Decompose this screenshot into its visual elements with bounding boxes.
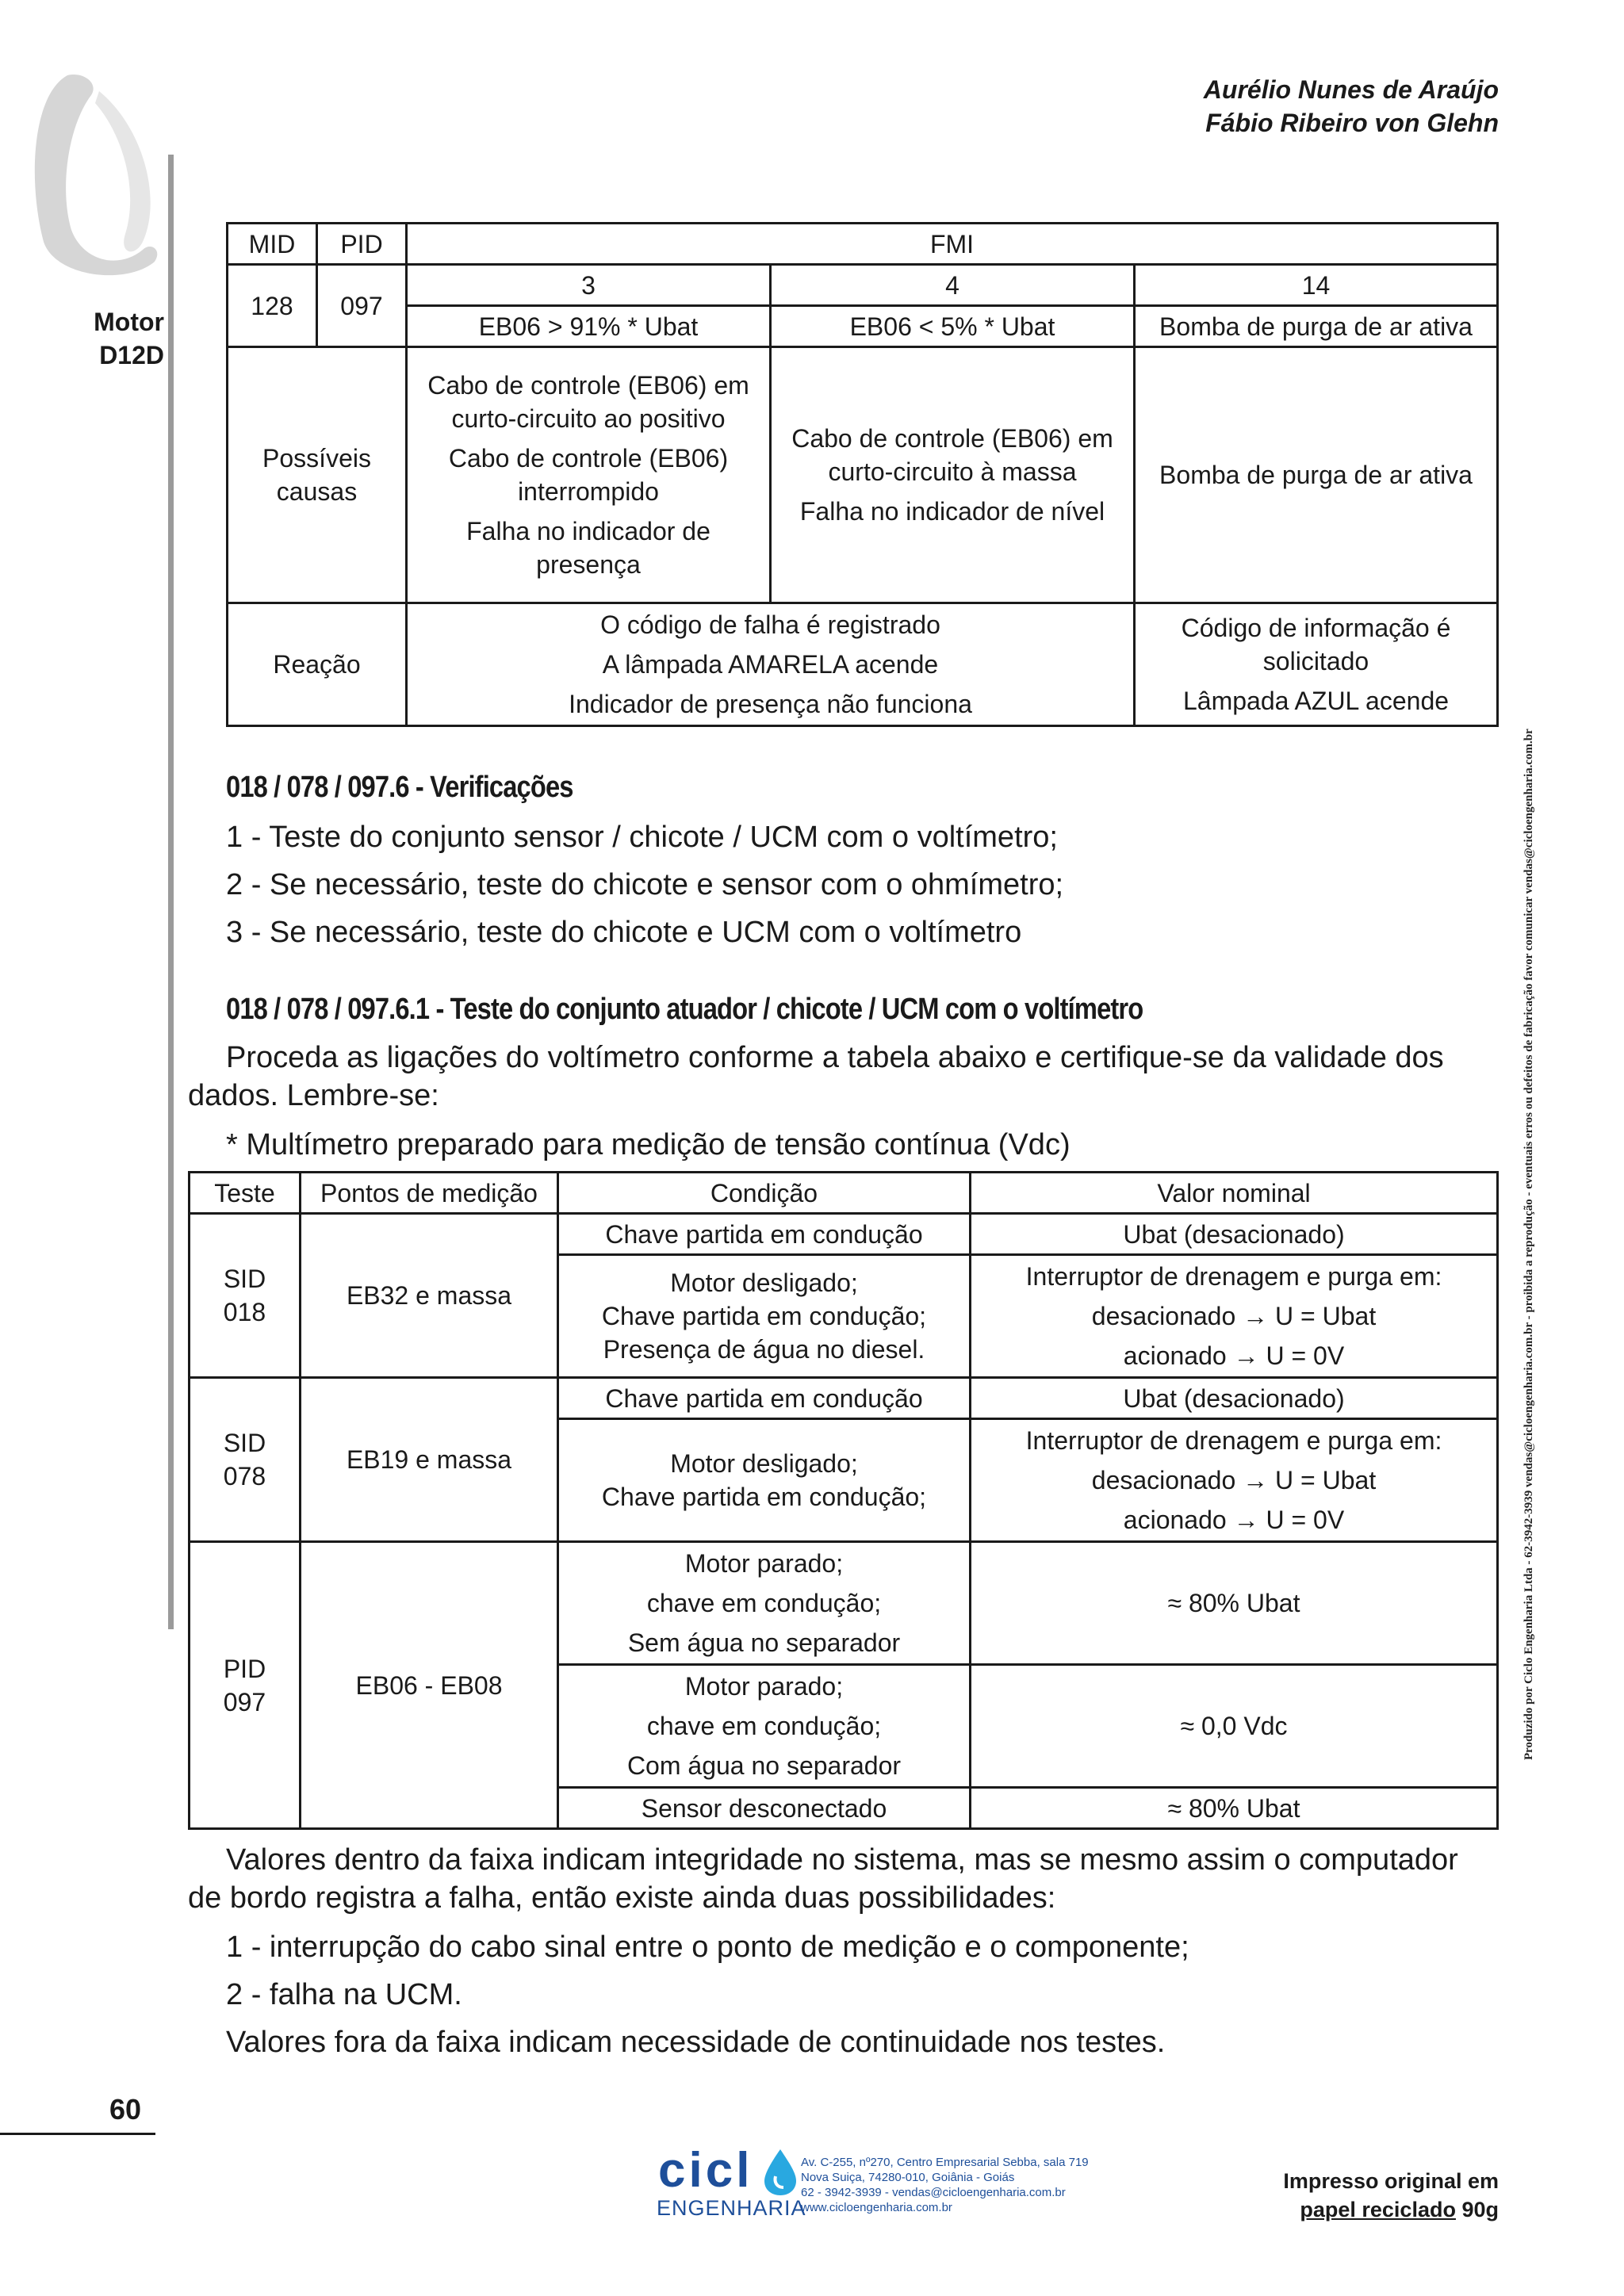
conclusion-paragraph-1: Valores dentro da faixa indicam integridade no sistema, mas se mesmo assim o computador de bordo registra a falha, então existe ainda duas possibilidades: <box>188 1843 1458 1915</box>
conclusion-item-2: 2 - falha na UCM. <box>226 1978 462 2011</box>
value-line: acionado → U = 0V <box>1123 1506 1345 1534</box>
page-number: 60 <box>109 2093 142 2126</box>
header-condicao: Condição <box>558 1173 971 1214</box>
condition <box>558 1255 971 1378</box>
address-line: Av. C-255, nº270, Centro Empresarial Sebba, sala 719 <box>801 2156 1089 2169</box>
fmi-condition: EB06 < 5% * Ubat <box>771 306 1135 347</box>
reaction-text: Código de informação é solicitado <box>1181 614 1451 675</box>
condition-line: Motor parado; <box>684 1549 844 1578</box>
table-row <box>190 1542 1498 1665</box>
pid-value: 097 <box>317 265 407 347</box>
test-code: 097 <box>223 1687 266 1716</box>
footer-address <box>801 2155 1089 2215</box>
brand-word: cicl <box>658 2143 753 2198</box>
nominal-value <box>971 1255 1498 1378</box>
vertical-production-note: Produzido por Ciclo Engenharia Ltda - 62-3942-3939 vendas@cicloengenharia.com.br - proibida a reprodução - eventuais erros ou defeitos de fabricação favor comunicar vendas@cicloengenharia.com.br <box>1522 729 1535 1760</box>
conclusion-paragraph-2: Valores fora da faixa indicam necessidade de continuidade nos testes. <box>226 2026 1166 2059</box>
causes-fmi-4 <box>771 347 1135 603</box>
condition-line: Sem água no separador <box>627 1628 901 1657</box>
condition <box>558 1665 971 1788</box>
cause-text: Bomba de purga de ar ativa <box>1159 461 1473 489</box>
fmi-code: 4 <box>771 265 1135 306</box>
footer-print-note <box>1283 2167 1499 2224</box>
test-sid-078 <box>190 1378 301 1542</box>
footer-logo <box>652 2143 806 2220</box>
author-1: Aurélio Nunes de Araújo <box>1203 75 1499 104</box>
condition-line: Presença de água no diesel. <box>603 1335 925 1364</box>
test-sid-018 <box>190 1214 301 1378</box>
reaction-label: Reação <box>228 603 407 726</box>
fmi-header-row <box>228 224 1498 265</box>
fmi-condition: Bomba de purga de ar ativa <box>1135 306 1498 347</box>
print-weight: 90g <box>1455 2198 1499 2221</box>
nominal-value: Ubat (desacionado) <box>971 1378 1498 1419</box>
nominal-value <box>971 1419 1498 1542</box>
fmi-codes-row <box>228 265 1498 306</box>
condition-line: Motor parado; <box>684 1672 844 1701</box>
fmi-condition: EB06 > 91% * Ubat <box>407 306 771 347</box>
nominal-value: ≈ 0,0 Vdc <box>971 1665 1498 1788</box>
address-line: Nova Suiça, 74280-010, Goiânia - Goiás <box>801 2171 1015 2184</box>
condition-line: Motor desligado; <box>670 1269 858 1297</box>
nominal-value: Ubat (desacionado) <box>971 1214 1498 1255</box>
section-2-title: 018 / 078 / 097.6.1 - Teste do conjunto atuador / chicote / UCM com o voltímetro <box>226 993 1143 1026</box>
side-label-line-2: D12D <box>99 341 164 369</box>
points-sid-018: EB32 e massa <box>301 1214 558 1378</box>
nominal-value: ≈ 80% Ubat <box>971 1788 1498 1829</box>
test-pid-097 <box>190 1542 301 1829</box>
fmi-conditions-row <box>228 306 1498 347</box>
header-pid: PID <box>317 224 407 265</box>
condition: Chave partida em condução <box>558 1214 971 1255</box>
nominal-value: ≈ 80% Ubat <box>971 1542 1498 1665</box>
causes-fmi-3 <box>407 347 771 603</box>
section-1-title: 018 / 078 / 097.6 - Verificações <box>226 771 573 804</box>
address-line: www.cicloengenharia.com.br <box>801 2201 952 2214</box>
table-row <box>190 1214 1498 1255</box>
header-fmi: FMI <box>407 224 1498 265</box>
left-vertical-rule <box>168 155 174 1629</box>
mid-value: 128 <box>228 265 317 347</box>
cause-text: Cabo de controle (EB06) em curto-circuito à massa <box>791 424 1113 486</box>
causes-fmi-14 <box>1135 347 1498 603</box>
reaction-text: Lâmpada AZUL acende <box>1182 687 1450 715</box>
condition-line: Chave partida em condução; <box>601 1483 927 1511</box>
reaction-fmi-14 <box>1135 603 1498 726</box>
condition <box>558 1542 971 1665</box>
page-number-rule <box>0 2133 155 2135</box>
measurement-header-row <box>190 1173 1498 1214</box>
header-pontos: Pontos de medição <box>301 1173 558 1214</box>
cause-text: Cabo de controle (EB06) em curto-circuito ao positivo <box>427 371 749 433</box>
fmi-table <box>226 222 1499 727</box>
test-code: 078 <box>223 1462 266 1490</box>
value-line: desacionado → U = Ubat <box>1091 1466 1377 1494</box>
side-label-line-1: Motor <box>94 308 164 336</box>
fmi-causes-row <box>228 347 1498 603</box>
reaction-text: O código de falha é registrado <box>600 610 940 639</box>
test-label: SID <box>223 1429 266 1457</box>
section-2-intro: Proceda as ligações do voltímetro conforme a tabela abaixo e certifique-se da validade dos dados. Lembre-se: <box>188 1041 1444 1112</box>
value-line: desacionado → U = Ubat <box>1091 1302 1377 1330</box>
condition-line: chave em condução; <box>646 1712 882 1740</box>
test-code: 018 <box>223 1298 266 1326</box>
print-recycled: papel reciclado <box>1300 2198 1456 2221</box>
table-row <box>190 1378 1498 1419</box>
condition-line: Chave partida em condução; <box>601 1302 927 1330</box>
side-label <box>75 305 164 372</box>
cause-text: Falha no indicador de nível <box>799 497 1105 526</box>
points-sid-078: EB19 e massa <box>301 1378 558 1542</box>
value-line: acionado → U = 0V <box>1123 1341 1345 1370</box>
logo-swoosh-icon <box>24 71 163 285</box>
reaction-fmi-3-4 <box>407 603 1135 726</box>
address-line: 62 - 3942-3939 - vendas@cicloengenharia.com.br <box>801 2186 1066 2199</box>
section-1-item-3: 3 - Se necessário, teste do chicote e UCM com o voltímetro <box>226 916 1022 949</box>
reaction-text: A lâmpada AMARELA acende <box>602 650 939 679</box>
header-valor: Valor nominal <box>971 1173 1498 1214</box>
condition-line: Com água no separador <box>626 1751 902 1780</box>
causes-label: Possíveis causas <box>228 347 407 603</box>
value-line: Interruptor de drenagem e purga em: <box>1025 1262 1442 1291</box>
condition-line: Motor desligado; <box>670 1449 858 1478</box>
condition: Sensor desconectado <box>558 1788 971 1829</box>
author-2: Fábio Ribeiro von Glehn <box>1205 109 1499 137</box>
fmi-code: 3 <box>407 265 771 306</box>
section-2-note: * Multímetro preparado para medição de tensão contínua (Vdc) <box>226 1128 1071 1161</box>
authors <box>1204 73 1499 140</box>
test-label: SID <box>223 1265 266 1293</box>
condition-line: chave em condução; <box>646 1589 882 1617</box>
section-1-item-1: 1 - Teste do conjunto sensor / chicote / UCM com o voltímetro; <box>226 821 1058 854</box>
fmi-code: 14 <box>1135 265 1498 306</box>
section-1-item-2: 2 - Se necessário, teste do chicote e sensor com o ohmímetro; <box>226 868 1064 901</box>
test-label: PID <box>223 1654 266 1683</box>
condition: Chave partida em condução <box>558 1378 971 1419</box>
header-mid: MID <box>228 224 317 265</box>
header-teste: Teste <box>190 1173 301 1214</box>
fmi-reaction-row <box>228 603 1498 726</box>
cause-text: Falha no indicador de presença <box>466 517 710 579</box>
conclusion-item-1: 1 - interrupção do cabo sinal entre o ponto de medição e o componente; <box>226 1931 1189 1964</box>
reaction-text: Indicador de presença não funciona <box>569 690 972 718</box>
brand-subtitle: ENGENHARIA <box>657 2196 806 2220</box>
condition <box>558 1419 971 1542</box>
print-line-1: Impresso original em <box>1283 2169 1499 2193</box>
cause-text: Cabo de controle (EB06) interrompido <box>448 444 729 506</box>
measurement-table <box>188 1171 1499 1830</box>
points-pid-097: EB06 - EB08 <box>301 1542 558 1829</box>
print-line-2 <box>1283 2195 1499 2224</box>
value-line: Interruptor de drenagem e purga em: <box>1025 1426 1442 1455</box>
brand-drop-icon <box>761 2148 799 2197</box>
